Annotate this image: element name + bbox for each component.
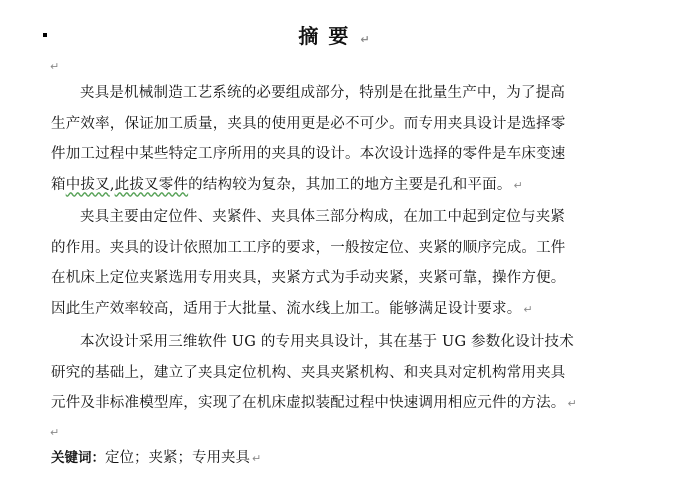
paragraph-line: 研究的基础上，建立了夹具定位机构、夹具夹紧机构、和夹具对定机构常用夹具 bbox=[51, 364, 566, 381]
abstract-title-text: 摘要 bbox=[298, 24, 359, 48]
spellcheck-underlined-text[interactable]: 中拔叉 bbox=[65, 176, 110, 193]
line-text: 箱 bbox=[51, 176, 66, 193]
spellcheck-underlined-text[interactable]: 此拔叉零件 bbox=[114, 176, 189, 193]
paragraph-mark-icon: ↵ bbox=[567, 397, 577, 410]
abstract-paragraph-3 bbox=[51, 327, 611, 419]
line-text: 元件及非标准模型库，实现了在机床虚拟装配过程中快速调用相应元件的方法。 bbox=[51, 395, 566, 411]
abstract-paragraph-1 bbox=[51, 78, 611, 200]
paragraph-mark-icon: ↵ bbox=[523, 302, 533, 316]
paragraph-mark-icon: ↵ bbox=[252, 452, 262, 465]
abstract-paragraph-2 bbox=[51, 202, 611, 324]
line-text: 因此生产效率较高，适用于大批量、流水线上加工。能够满足设计要求。 bbox=[51, 300, 522, 317]
keywords-label: 关键词： bbox=[51, 450, 105, 466]
paragraph-line bbox=[51, 388, 611, 419]
paragraph-line: 夹具是机械制造工艺系统的必要组成部分，特别是在批量生产中，为了提高 bbox=[80, 85, 566, 101]
line-text: , bbox=[109, 176, 115, 193]
paragraph-line: 生产效率，保证加工质量，夹具的使用更是必不可少。而专用夹具设计是选择零 bbox=[51, 115, 566, 132]
keywords-line bbox=[51, 444, 261, 473]
paragraph-line: 在机床上定位夹紧选用专用夹具，夹紧方式为手动夹紧，夹紧可靠，操作方便。 bbox=[51, 270, 566, 286]
paragraph-line: 的作用。夹具的设计依照加工工序的要求，一般按定位、夹紧的顺序完成。工件 bbox=[51, 239, 566, 256]
paragraph-mark-icon: ↵ bbox=[360, 33, 380, 46]
paragraph-line bbox=[51, 294, 611, 325]
keywords-value: 定位；夹紧；专用夹具 bbox=[105, 450, 250, 466]
paragraph-line bbox=[51, 170, 611, 201]
paragraph-mark-icon: ↵ bbox=[513, 178, 523, 192]
empty-paragraph-mark-icon: ↵ bbox=[50, 60, 60, 73]
line-text: 的结构较为复杂，其加工的地方主要是孔和平面。 bbox=[188, 176, 512, 193]
paragraph-line: 夹具主要由定位件、夹紧件、夹具体三部分构成，在加工中起到定位与夹紧 bbox=[80, 209, 566, 225]
abstract-title bbox=[0, 22, 678, 54]
empty-paragraph-mark-icon: ↵ bbox=[50, 426, 60, 439]
paragraph-line: 本次设计采用三维软件 UG 的专用夹具设计，其在基于 UG 参数化设计技术 bbox=[80, 334, 574, 350]
paragraph-line: 件加工过程中某些特定工序所用的夹具的设计。本次设计选择的零件是车床变速 bbox=[51, 146, 566, 162]
